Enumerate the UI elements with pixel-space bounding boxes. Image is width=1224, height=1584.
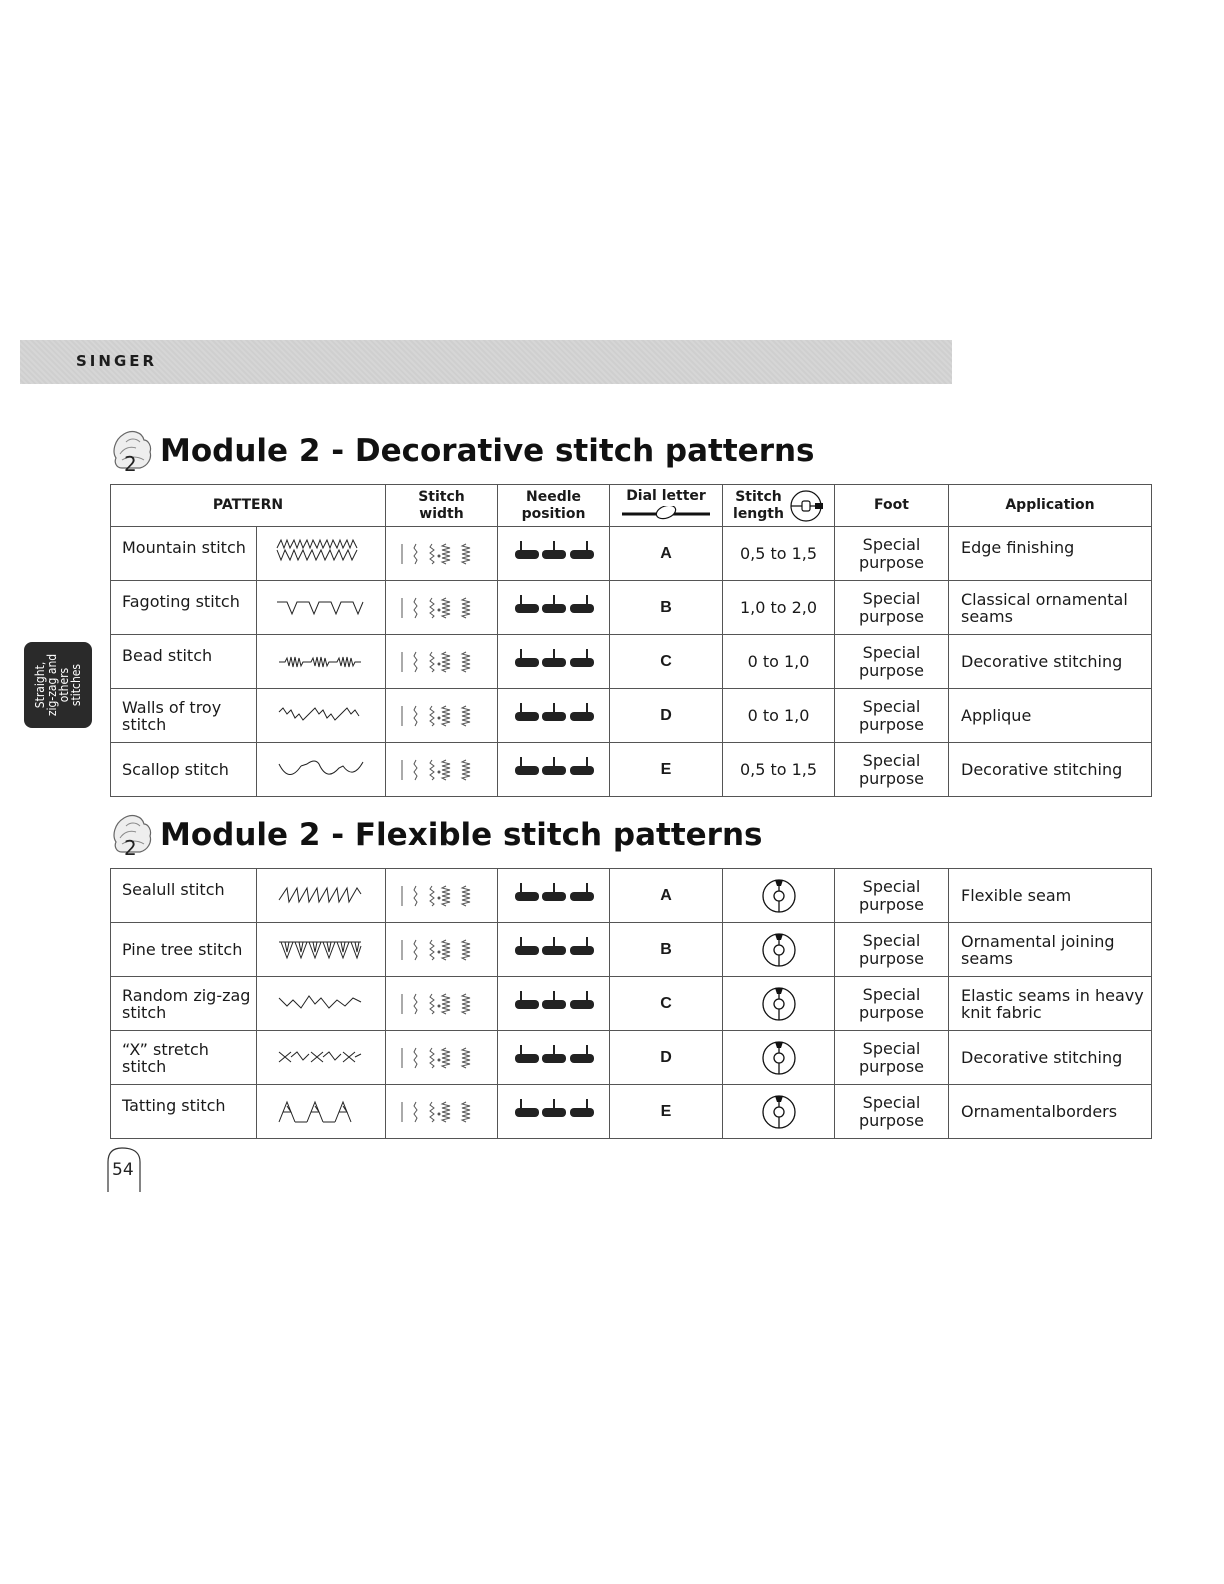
dial-letter: C — [610, 635, 723, 689]
stitch-width-icon — [386, 1085, 498, 1139]
header-needle-position: Needle position — [498, 485, 610, 527]
stitch-width-icon — [386, 923, 498, 977]
foot: Special purpose — [835, 977, 949, 1031]
table-row — [111, 923, 1152, 977]
pattern-name: Sealull stitch — [111, 869, 257, 923]
stitch-width-icon — [386, 527, 498, 581]
dial-letter: A — [610, 869, 723, 923]
table-row — [111, 527, 1152, 581]
application: Applique — [949, 689, 1152, 743]
table-header-row — [111, 485, 1152, 527]
header-stitch-width: Stitch width — [386, 485, 498, 527]
needle-position-icon — [498, 1031, 610, 1085]
stitch-length: 1,0 to 2,0 — [723, 581, 835, 635]
stitch-width-icon — [386, 1031, 498, 1085]
brand-bar — [20, 340, 952, 384]
stitch-pattern-icon — [257, 1085, 386, 1139]
needle-position-icon — [498, 1085, 610, 1139]
stitch-pattern-icon — [257, 635, 386, 689]
stitch-pattern-icon — [257, 743, 386, 797]
header-dial-letter: Dial letter — [610, 485, 723, 527]
stitch-width-icon — [386, 581, 498, 635]
pattern-name: Walls of troy stitch — [111, 689, 257, 743]
foot: Special purpose — [835, 869, 949, 923]
application: Decorative stitching — [949, 635, 1152, 689]
application: Ornamental joining seams — [949, 923, 1152, 977]
stitch-width-icon — [386, 977, 498, 1031]
header-pattern: PATTERN — [111, 485, 386, 527]
application: Elastic seams in heavy knit fabric — [949, 977, 1152, 1031]
dial-letter: E — [610, 1085, 723, 1139]
flexible-stitch-table — [110, 868, 1152, 1139]
stitch-length: 0 to 1,0 — [723, 635, 835, 689]
table-row — [111, 689, 1152, 743]
dial-letter: D — [610, 1031, 723, 1085]
foot: Special purpose — [835, 1085, 949, 1139]
foot: Special purpose — [835, 581, 949, 635]
stitch-length: 0 to 1,0 — [723, 689, 835, 743]
stitch-length: 0,5 to 1,5 — [723, 527, 835, 581]
stitch-length: 0,5 to 1,5 — [723, 743, 835, 797]
chapter-tab — [24, 642, 92, 728]
stitch-pattern-icon — [257, 689, 386, 743]
page-number — [106, 1146, 142, 1192]
dial-letter: B — [610, 581, 723, 635]
application: Decorative stitching — [949, 1031, 1152, 1085]
pattern-name: Random zig-zag stitch — [111, 977, 257, 1031]
module-badge-icon — [110, 428, 154, 474]
dial-icon — [620, 506, 712, 520]
svg-text:2: 2 — [124, 452, 137, 474]
pattern-name: Mountain stitch — [111, 527, 257, 581]
needle-position-icon — [498, 923, 610, 977]
length-dial-icon — [723, 869, 835, 923]
stitch-pattern-icon — [257, 527, 386, 581]
foot: Special purpose — [835, 1031, 949, 1085]
needle-position-icon — [498, 743, 610, 797]
foot: Special purpose — [835, 635, 949, 689]
section-decorative-heading — [110, 426, 815, 476]
application: Edge finishing — [949, 527, 1152, 581]
pattern-name: Fagoting stitch — [111, 581, 257, 635]
application: Ornamentalborders — [949, 1085, 1152, 1139]
dial-letter: C — [610, 977, 723, 1031]
needle-position-icon — [498, 527, 610, 581]
foot: Special purpose — [835, 923, 949, 977]
section-flexible-heading — [110, 810, 763, 860]
table-row — [111, 1031, 1152, 1085]
stitch-pattern-icon — [257, 1031, 386, 1085]
svg-text:2: 2 — [124, 836, 137, 858]
length-dial-icon — [788, 488, 824, 524]
table-row — [111, 635, 1152, 689]
module-badge-icon — [110, 812, 154, 858]
section-title: Module 2 - Decorative stitch patterns — [160, 433, 815, 469]
decorative-stitch-table — [110, 484, 1152, 797]
dial-letter: E — [610, 743, 723, 797]
application: Flexible seam — [949, 869, 1152, 923]
needle-position-icon — [498, 689, 610, 743]
pattern-name: Tatting stitch — [111, 1085, 257, 1139]
length-dial-icon — [723, 923, 835, 977]
table-row — [111, 977, 1152, 1031]
table-row — [111, 869, 1152, 923]
length-dial-icon — [723, 1031, 835, 1085]
section-title: Module 2 - Flexible stitch patterns — [160, 817, 763, 853]
pattern-name: Scallop stitch — [111, 743, 257, 797]
stitch-width-icon — [386, 635, 498, 689]
dial-letter: D — [610, 689, 723, 743]
pattern-name: Pine tree stitch — [111, 923, 257, 977]
pattern-name: Bead stitch — [111, 635, 257, 689]
stitch-width-icon — [386, 689, 498, 743]
header-foot: Foot — [835, 485, 949, 527]
dial-letter: B — [610, 923, 723, 977]
header-stitch-length: Stitch length — [723, 485, 835, 527]
application: Classical ornamental seams — [949, 581, 1152, 635]
length-dial-icon — [723, 977, 835, 1031]
needle-position-icon — [498, 635, 610, 689]
table-row — [111, 1085, 1152, 1139]
header-application: Application — [949, 485, 1152, 527]
table-row — [111, 581, 1152, 635]
foot: Special purpose — [835, 743, 949, 797]
stitch-width-icon — [386, 743, 498, 797]
needle-position-icon — [498, 977, 610, 1031]
needle-position-icon — [498, 869, 610, 923]
page-number-text: 54 — [112, 1160, 134, 1180]
table-row — [111, 743, 1152, 797]
stitch-pattern-icon — [257, 581, 386, 635]
application: Decorative stitching — [949, 743, 1152, 797]
stitch-pattern-icon — [257, 869, 386, 923]
foot: Special purpose — [835, 689, 949, 743]
stitch-pattern-icon — [257, 977, 386, 1031]
pattern-name: “X” stretch stitch — [111, 1031, 257, 1085]
dial-letter: A — [610, 527, 723, 581]
stitch-width-icon — [386, 869, 498, 923]
stitch-pattern-icon — [257, 923, 386, 977]
length-dial-icon — [723, 1085, 835, 1139]
chapter-tab-label: Straight, zig-zag and others stitches — [33, 653, 83, 717]
needle-position-icon — [498, 581, 610, 635]
brand-name: SINGER — [76, 352, 158, 370]
foot: Special purpose — [835, 527, 949, 581]
